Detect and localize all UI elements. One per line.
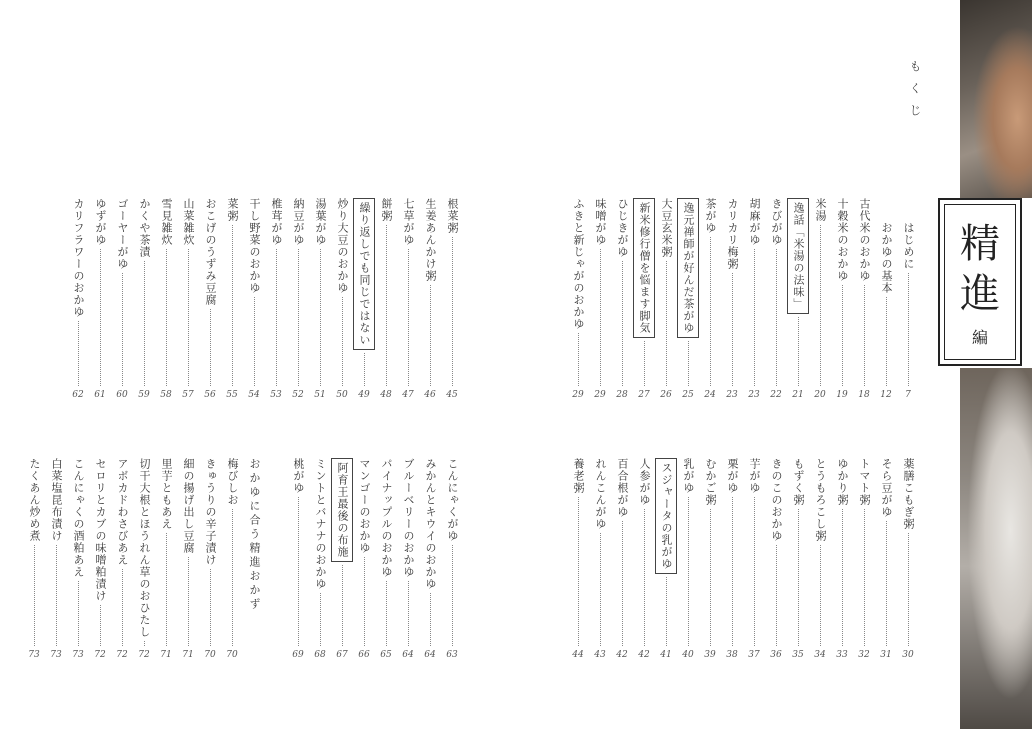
- toc-entry-title: 養老粥: [572, 458, 585, 494]
- pot-photo-bottom: [960, 368, 1032, 729]
- toc-entry-title: もずく粥: [792, 458, 805, 506]
- toc-page-number: 21: [792, 390, 804, 400]
- toc-page-number: 59: [138, 390, 150, 400]
- toc-leader-dots: [842, 285, 843, 386]
- toc-subsection-heading[interactable]: [244, 458, 264, 612]
- toc-entry[interactable]: [134, 198, 154, 400]
- toc-entry-title: 餅粥: [380, 198, 393, 222]
- toc-page-number: 43: [594, 650, 606, 660]
- toc-entry-title: 人参がゆ: [638, 458, 651, 506]
- toc-entry[interactable]: [656, 198, 676, 400]
- toc-page-number: 73: [50, 650, 62, 660]
- toc-entry-title: とうもろこし粥: [814, 458, 827, 542]
- toc-page-number: 47: [402, 390, 414, 400]
- toc-page-number: 72: [138, 650, 150, 660]
- toc-page-number: 65: [380, 650, 392, 660]
- toc-entry-title: 繰り返しでも同じではない: [353, 198, 375, 350]
- toc-entry[interactable]: [200, 458, 220, 660]
- toc-entry-title: マンゴーのおかゆ: [358, 458, 371, 554]
- toc-entry-title: 十穀米のおかゆ: [836, 198, 849, 282]
- toc-entry[interactable]: [568, 198, 588, 400]
- toc-entry[interactable]: [590, 458, 610, 660]
- toc-page-number: 69: [292, 650, 304, 660]
- toc-entry[interactable]: [898, 458, 918, 660]
- toc-page-number: 72: [94, 650, 106, 660]
- toc-entry[interactable]: [24, 458, 44, 660]
- contents-heading: もくじ: [908, 60, 922, 126]
- toc-leader-dots: [644, 509, 645, 646]
- toc-page-number: 61: [94, 390, 106, 400]
- cooking-photo-top: [960, 0, 1032, 198]
- toc-entry[interactable]: [722, 198, 742, 400]
- toc-leader-dots: [732, 273, 733, 386]
- toc-page-number: 34: [814, 650, 826, 660]
- toc-leader-dots: [754, 497, 755, 646]
- toc-leader-dots: [408, 581, 409, 646]
- toc-entry-title: パイナップルのおかゆ: [380, 458, 393, 578]
- toc-entry-title: 茶がゆ: [704, 198, 717, 234]
- toc-entry-title: 白菜塩昆布漬け: [50, 458, 63, 542]
- toc-leader-dots: [254, 297, 255, 386]
- toc-entry-title: 七草がゆ: [402, 198, 415, 246]
- toc-entry-title: きゅうりの辛子漬け: [204, 458, 217, 566]
- toc-page-number: 23: [748, 390, 760, 400]
- toc-page-number: 12: [880, 390, 892, 400]
- toc-leader-dots: [34, 545, 35, 646]
- toc-entry-title: きのこのおかゆ: [770, 458, 783, 542]
- toc-leader-dots: [232, 509, 233, 646]
- toc-entry-title: 味噌がゆ: [594, 198, 607, 246]
- toc-leader-dots: [754, 249, 755, 386]
- toc-entry-title: 納豆がゆ: [292, 198, 305, 246]
- toc-entry-title: 薬膳こもぎ粥: [902, 458, 915, 530]
- toc-entry[interactable]: [90, 458, 110, 660]
- toc-page-number: 63: [446, 650, 458, 660]
- toc-page-number: 41: [660, 650, 672, 660]
- toc-page-number: 24: [704, 390, 716, 400]
- toc-entry[interactable]: [178, 198, 198, 400]
- toc-leader-dots: [78, 321, 79, 386]
- toc-entry-title: 湯葉がゆ: [314, 198, 327, 246]
- toc-entry[interactable]: [766, 198, 786, 400]
- toc-page-number: 49: [358, 390, 370, 400]
- toc-page-number: 64: [402, 650, 414, 660]
- toc-page-number: 30: [902, 650, 914, 660]
- toc-page-number: 67: [336, 650, 348, 660]
- toc-leader-dots: [276, 249, 277, 386]
- toc-page-number: 29: [572, 390, 584, 400]
- toc-entry-title: スジャータの乳がゆ: [655, 458, 677, 574]
- toc-entry[interactable]: [134, 458, 154, 660]
- toc-page-number: 32: [858, 650, 870, 660]
- toc-entry[interactable]: [68, 198, 88, 400]
- toc-entry-title: 逸元禅師が好んだ茶がゆ: [677, 198, 699, 338]
- toc-page-number: 27: [638, 390, 650, 400]
- toc-entry-title: はじめに: [902, 222, 915, 270]
- toc-entry-title: 椎茸がゆ: [270, 198, 283, 246]
- toc-page-number: 53: [270, 390, 282, 400]
- toc-entry[interactable]: [854, 198, 874, 400]
- toc-page-number: 36: [770, 650, 782, 660]
- toc-entry[interactable]: [876, 222, 896, 400]
- toc-page-number: 25: [682, 390, 694, 400]
- toc-entry[interactable]: [876, 458, 896, 660]
- toc-entry-title: 百合根がゆ: [616, 458, 629, 518]
- toc-leader-dots: [188, 249, 189, 386]
- toc-entry-title: 山菜雑炊: [182, 198, 195, 246]
- toc-entry-title: おかゆに合う精進おかず: [248, 458, 261, 612]
- toc-entry[interactable]: [700, 458, 720, 660]
- toc-entry-title: カリカリ梅粥: [726, 198, 739, 270]
- toc-leader-dots: [886, 521, 887, 646]
- toc-leader-dots: [320, 249, 321, 386]
- toc-entry[interactable]: [156, 458, 176, 660]
- toc-entry-title: 新米修行僧を悩ます脚気: [633, 198, 655, 338]
- toc-leader-dots: [188, 557, 189, 646]
- toc-entry[interactable]: [420, 198, 440, 400]
- toc-page-number: 58: [160, 390, 172, 400]
- toc-leader-dots: [820, 545, 821, 646]
- toc-entry[interactable]: [678, 198, 698, 400]
- toc-entry[interactable]: [222, 458, 242, 660]
- toc-entry-title: むかご粥: [704, 458, 717, 506]
- toc-page-number: 26: [660, 390, 672, 400]
- toc-entry[interactable]: [200, 198, 220, 400]
- toc-entry[interactable]: [90, 198, 110, 400]
- toc-entry-title: 芋がゆ: [748, 458, 761, 494]
- toc-leader-dots: [232, 225, 233, 386]
- toc-leader-dots: [820, 225, 821, 386]
- toc-entry-title: こんにゃくの酒粕あえ: [72, 458, 85, 578]
- toc-entry[interactable]: [178, 458, 198, 660]
- toc-entry[interactable]: [266, 198, 286, 400]
- toc-entry-title: かくや茶漬: [138, 198, 151, 258]
- toc-entry-title: 里芋ともあえ: [160, 458, 173, 530]
- toc-page-number: 44: [572, 650, 584, 660]
- toc-entry[interactable]: [810, 198, 830, 400]
- toc-leader-dots: [864, 285, 865, 386]
- toc-entry[interactable]: [442, 198, 462, 400]
- toc-entry-title: ゴーヤーがゆ: [116, 198, 129, 270]
- toc-entry[interactable]: [68, 458, 88, 660]
- toc-entry[interactable]: [788, 458, 808, 660]
- toc-entry[interactable]: [332, 198, 352, 400]
- toc-entry[interactable]: [398, 458, 418, 660]
- toc-entry-title: たくあん炒め煮: [28, 458, 41, 542]
- toc-entry-title: 桃がゆ: [292, 458, 305, 494]
- toc-leader-dots: [320, 593, 321, 646]
- toc-entry[interactable]: [112, 198, 132, 400]
- toc-entry[interactable]: [744, 458, 764, 660]
- toc-leader-dots: [578, 497, 579, 646]
- toc-leader-dots: [710, 237, 711, 386]
- toc-leader-dots: [78, 581, 79, 646]
- toc-entry-title: 栗がゆ: [726, 458, 739, 494]
- toc-entry[interactable]: [832, 458, 852, 660]
- toc-leader-dots: [798, 317, 799, 386]
- toc-entry[interactable]: [442, 458, 462, 660]
- toc-leader-dots: [622, 521, 623, 646]
- toc-page-number: 54: [248, 390, 260, 400]
- toc-entry[interactable]: [788, 198, 808, 400]
- toc-page-number: 45: [446, 390, 458, 400]
- toc-page-number: 37: [748, 650, 760, 660]
- toc-page-number: 66: [358, 650, 370, 660]
- toc-page-number: 73: [72, 650, 84, 660]
- toc-page-number: 23: [726, 390, 738, 400]
- toc-entry-title: 切干大根とほうれん草のおひたし: [138, 458, 151, 638]
- toc-page-number: 50: [336, 390, 348, 400]
- toc-leader-dots: [166, 249, 167, 386]
- toc-leader-dots: [56, 545, 57, 646]
- toc-page-number: 56: [204, 390, 216, 400]
- toc-entry-title: おこげのうずみ豆腐: [204, 198, 217, 306]
- toc-entry[interactable]: [46, 458, 66, 660]
- toc-page-number: 31: [880, 650, 892, 660]
- toc-page-number: 70: [204, 650, 216, 660]
- toc-entry-title: 炒り大豆のおかゆ: [336, 198, 349, 294]
- toc-entry-title: 逸話「米湯の法味」: [787, 198, 809, 314]
- toc-leader-dots: [386, 581, 387, 646]
- toc-entry[interactable]: [354, 198, 374, 400]
- toc-entry[interactable]: [156, 198, 176, 400]
- toc-leader-dots: [732, 497, 733, 646]
- toc-entry-title: ミントとバナナのおかゆ: [314, 458, 327, 590]
- toc-leader-dots: [600, 533, 601, 646]
- toc-page-number: 20: [814, 390, 826, 400]
- toc-leader-dots: [100, 605, 101, 646]
- toc-entry-title: 阿育王最後の布施: [331, 458, 353, 562]
- section-title-char-1: 精: [960, 221, 1000, 267]
- toc-entry[interactable]: [766, 458, 786, 660]
- toc-page-number: 72: [116, 650, 128, 660]
- toc-leader-dots: [144, 641, 145, 646]
- toc-entry[interactable]: [420, 458, 440, 660]
- toc-entry[interactable]: [678, 458, 698, 660]
- toc-page-number: 40: [682, 650, 694, 660]
- toc-entry[interactable]: [722, 458, 742, 660]
- toc-leader-dots: [122, 273, 123, 386]
- toc-page-number: 51: [314, 390, 326, 400]
- toc-entry[interactable]: [612, 198, 632, 400]
- toc-entry-title: 細の揚げ出し豆腐: [182, 458, 195, 554]
- toc-page-number: 71: [160, 650, 172, 660]
- toc-leader-dots: [364, 557, 365, 646]
- toc-entry-title: カリフラワーのおかゆ: [72, 198, 85, 318]
- toc-entry-title: セロリとカブの味噌粕漬け: [94, 458, 107, 602]
- toc-entry-title: ブルーベリーのおかゆ: [402, 458, 415, 578]
- toc-entry[interactable]: [656, 458, 676, 660]
- toc-entry-title: ひじきがゆ: [616, 198, 629, 258]
- toc-leader-dots: [408, 249, 409, 386]
- toc-page-number: 52: [292, 390, 304, 400]
- toc-entry[interactable]: [288, 198, 308, 400]
- toc-page-number: 48: [380, 390, 392, 400]
- toc-entry-title: 根菜粥: [446, 198, 459, 234]
- toc-page-number: 35: [792, 650, 804, 660]
- toc-entry-title: 古代米のおかゆ: [858, 198, 871, 282]
- toc-entry[interactable]: [354, 458, 374, 660]
- toc-entry[interactable]: [288, 458, 308, 660]
- toc-leader-dots: [644, 341, 645, 386]
- toc-entry-title: 菜粥: [226, 198, 239, 222]
- toc-entry[interactable]: [568, 458, 588, 660]
- toc-entry-title: こんにゃくがゆ: [446, 458, 459, 542]
- toc-entry[interactable]: [700, 198, 720, 400]
- toc-leader-dots: [452, 545, 453, 646]
- toc-entry-title: 生姜あんかけ粥: [424, 198, 437, 282]
- toc-page-number: 28: [616, 390, 628, 400]
- toc-leader-dots: [100, 249, 101, 386]
- toc-entry[interactable]: [590, 198, 610, 400]
- toc-leader-dots: [908, 273, 909, 386]
- toc-entry[interactable]: [810, 458, 830, 660]
- toc-leader-dots: [166, 533, 167, 646]
- toc-leader-dots: [386, 225, 387, 386]
- toc-entry-title: トマト粥: [858, 458, 871, 506]
- toc-entry-title: 梅びしお: [226, 458, 239, 506]
- toc-leader-dots: [666, 261, 667, 386]
- toc-leader-dots: [342, 297, 343, 386]
- toc-entry-title: ゆずがゆ: [94, 198, 107, 246]
- toc-entry[interactable]: [112, 458, 132, 660]
- toc-entry[interactable]: [854, 458, 874, 660]
- toc-leader-dots: [430, 593, 431, 646]
- toc-leader-dots: [578, 333, 579, 386]
- toc-leader-dots: [622, 261, 623, 386]
- toc-leader-dots: [776, 545, 777, 646]
- toc-entry[interactable]: [634, 198, 654, 400]
- toc-page-number: 71: [182, 650, 194, 660]
- toc-page-number: 55: [226, 390, 238, 400]
- toc-entry-title: 大豆玄米粥: [660, 198, 673, 258]
- section-title-box: [938, 198, 1022, 366]
- toc-leader-dots: [688, 341, 689, 386]
- toc-entry-title: れんこんがゆ: [594, 458, 607, 530]
- toc-entry[interactable]: [244, 198, 264, 400]
- toc-leader-dots: [144, 261, 145, 386]
- toc-entry-title: ふきと新じゃがのおかゆ: [572, 198, 585, 330]
- toc-leader-dots: [430, 285, 431, 386]
- toc-entry[interactable]: [376, 198, 396, 400]
- toc-leader-dots: [798, 509, 799, 646]
- toc-leader-dots: [864, 509, 865, 646]
- toc-leader-dots: [122, 569, 123, 646]
- toc-leader-dots: [210, 569, 211, 646]
- toc-entry-title: おかゆの基本: [880, 222, 893, 294]
- toc-entry-title: 米湯: [814, 198, 827, 222]
- section-title-char-2: 進: [960, 271, 1000, 317]
- toc-page-number: 60: [116, 390, 128, 400]
- toc-entry[interactable]: [398, 198, 418, 400]
- toc-entry[interactable]: [634, 458, 654, 660]
- toc-leader-dots: [666, 577, 667, 646]
- toc-leader-dots: [842, 509, 843, 646]
- toc-page-number: 42: [616, 650, 628, 660]
- toc-page-number: 64: [424, 650, 436, 660]
- toc-entry[interactable]: [332, 458, 352, 660]
- toc-leader-dots: [688, 497, 689, 646]
- toc-entry[interactable]: [310, 458, 330, 660]
- toc-entry[interactable]: [832, 198, 852, 400]
- toc-entry-title: きびがゆ: [770, 198, 783, 246]
- toc-leader-dots: [600, 249, 601, 386]
- toc-entry[interactable]: [744, 198, 764, 400]
- toc-leader-dots: [298, 497, 299, 646]
- toc-entry-title: 雪見雑炊: [160, 198, 173, 246]
- toc-leader-dots: [776, 249, 777, 386]
- toc-entry[interactable]: [222, 198, 242, 400]
- toc-entry[interactable]: [310, 198, 330, 400]
- toc-page-number: 70: [226, 650, 238, 660]
- toc-page-number: 18: [858, 390, 870, 400]
- toc-page-number: 38: [726, 650, 738, 660]
- toc-page-number: 29: [594, 390, 606, 400]
- toc-leader-dots: [908, 533, 909, 646]
- toc-page-number: 46: [424, 390, 436, 400]
- toc-leader-dots: [210, 309, 211, 386]
- toc-entry[interactable]: [898, 222, 918, 400]
- toc-page-number: 19: [836, 390, 848, 400]
- toc-page-number: 68: [314, 650, 326, 660]
- toc-entry-title: 干し野菜のおかゆ: [248, 198, 261, 294]
- toc-page-number: 62: [72, 390, 84, 400]
- toc-page-number: 57: [182, 390, 194, 400]
- toc-entry[interactable]: [376, 458, 396, 660]
- toc-page-number: 33: [836, 650, 848, 660]
- toc-entry[interactable]: [612, 458, 632, 660]
- toc-entry-title: 乳がゆ: [682, 458, 695, 494]
- toc-entry-title: ゆかり粥: [836, 458, 849, 506]
- toc-page-number: 73: [28, 650, 40, 660]
- toc-page-number: 39: [704, 650, 716, 660]
- toc-entry-title: 胡麻がゆ: [748, 198, 761, 246]
- toc-entry-title: みかんとキウイのおかゆ: [424, 458, 437, 590]
- toc-entry-title: アボカドわさびあえ: [116, 458, 129, 566]
- toc-entry-title: そら豆がゆ: [880, 458, 893, 518]
- toc-page-number: 42: [638, 650, 650, 660]
- toc-leader-dots: [364, 353, 365, 386]
- toc-leader-dots: [710, 509, 711, 646]
- toc-leader-dots: [886, 297, 887, 386]
- toc-leader-dots: [298, 249, 299, 386]
- toc-page-number: 7: [905, 390, 911, 400]
- toc-page-number: 22: [770, 390, 782, 400]
- section-title-sub: 編: [971, 328, 988, 347]
- toc-leader-dots: [342, 565, 343, 646]
- toc-leader-dots: [452, 237, 453, 386]
